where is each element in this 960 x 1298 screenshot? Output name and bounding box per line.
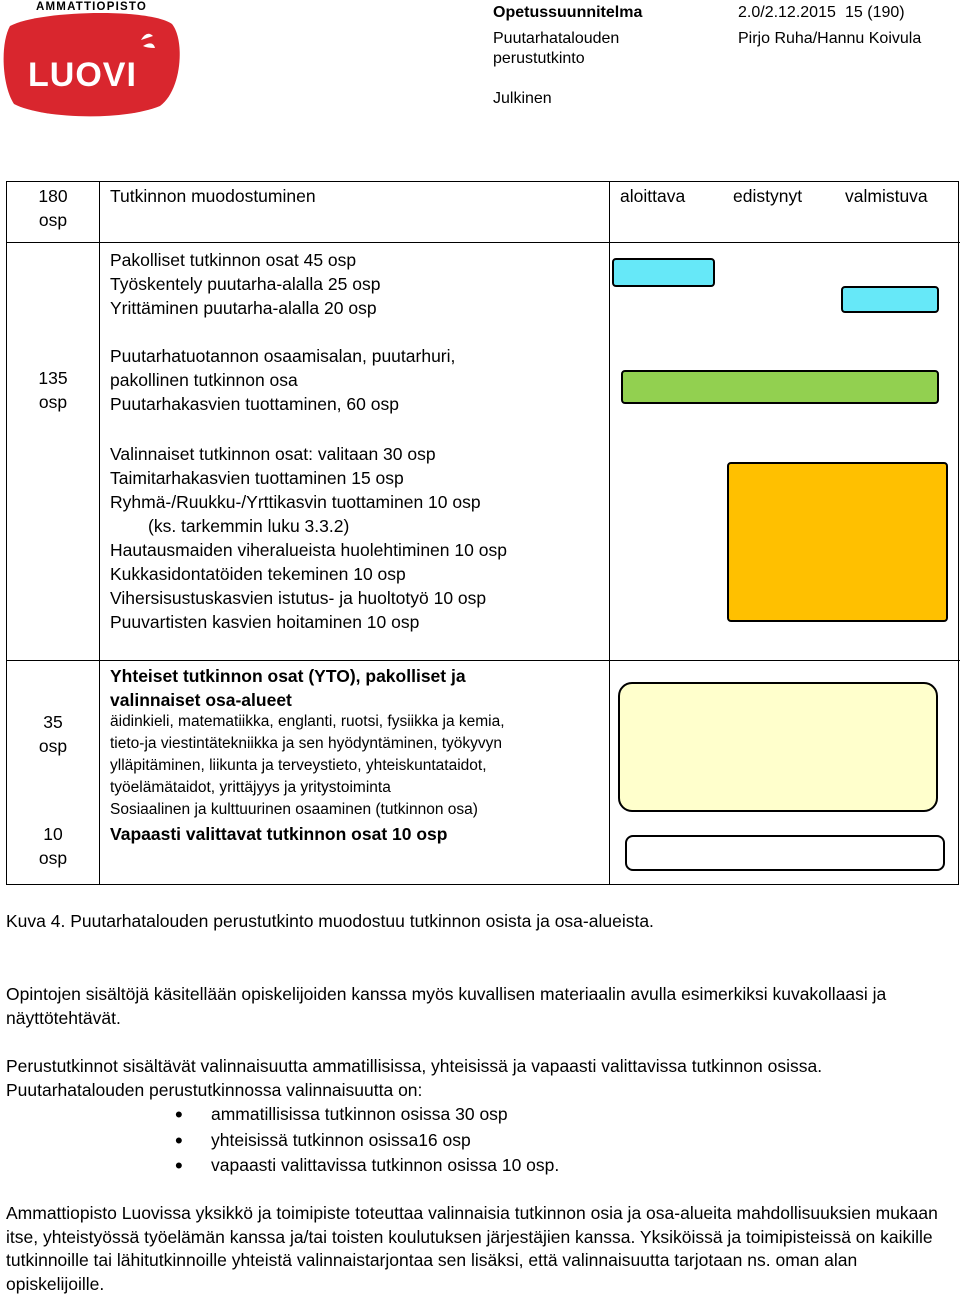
list-item: • ammatillisissa tutkinnon osissa 30 osp <box>175 1102 559 1128</box>
section1-credits: 135 osp <box>38 368 68 412</box>
subject-line-1: Puutarhatalouden <box>493 30 620 47</box>
section2-credits: 35 osp <box>38 712 68 756</box>
block-mandatory: Pakolliset tutkinnon osat 45 osp Työskentely puutarha-alalla 25 osp Yrittäminen puutarha-alalla 20 osp <box>110 250 381 318</box>
yto-subjects: äidinkieli, matematiikka, englanti, ruotsi, fysiikka ja kemia, tieto-ja viestintätekniikka ja sen hyödyntäminen, työkyvyn ylläpitäminen, liikunta ja terveystieto, yhteiskuntataidot, työelämätaidot, yrittäjyys ja yritystoiminta Sosiaalinen ja kulttuurinen osaaminen (tutkinnon osa) <box>110 713 505 818</box>
visibility-label: Julkinen <box>493 90 552 107</box>
table-title: Tutkinnon muodostuminen <box>110 186 316 206</box>
doc-type: Opetussuunnitelma <box>493 4 643 21</box>
paragraph-1: Opintojen sisältöjä käsitellään opiskelijoiden kanssa myös kuvallisen materiaalin avulla esimerkiksi kuvakollaasi ja näyttötehtävät. <box>6 984 887 1028</box>
block-specialization: Puutarhatuotannon osaamisalan, puutarhuri, pakollinen tutkinnon osa Puutarhakasvien tuottaminen, 60 osp <box>110 346 456 414</box>
bar-yto-cream <box>618 682 938 812</box>
bar-entrepreneur-cyan <box>841 286 939 313</box>
level-valmistuva: valmistuva <box>845 186 928 206</box>
page-number: 15 (190) <box>845 4 905 21</box>
bar-work-cyan <box>612 258 715 287</box>
block-optional: Valinnaiset tutkinnon osat: valitaan 30 osp Taimitarhakasvien tuottaminen 15 osp Ryhmä-/Ruukku-/Yrttikasvin tuottaminen 10 osp (ks. tarkemmin luku 3.3.2) Hautausmaiden viheralueista huolehtiminen 10 osp Kukkasidontatöiden tekeminen 10 osp Vihersisustuskasvien istutus- ja huoltotyö 10 osp Puuvartisten kasvien hoitaminen 10 osp <box>110 444 507 632</box>
level-edistynyt: edistynyt <box>733 186 803 206</box>
total-credits: 180 osp <box>38 186 68 230</box>
table-row-divider-2 <box>7 660 960 661</box>
doc-version: 2.0/2.12.2015 <box>738 4 836 21</box>
brand-small-text: AMMATTIOPISTO <box>36 1 148 13</box>
degree-structure-table <box>6 181 959 885</box>
bar-optional-orange <box>727 462 948 622</box>
list-item: • yhteisissä tutkinnon osissa16 osp <box>175 1128 559 1154</box>
luovi-logo <box>0 0 190 130</box>
section3-credits: 10 osp <box>38 824 68 868</box>
yto-title: Yhteiset tutkinnon osat (YTO), pakolliset ja valinnaiset osa-alueet <box>110 666 466 710</box>
figure-caption: Kuva 4. Puutarhatalouden perustutkinto muodostuu tutkinnon osista ja osa-alueista. <box>6 911 654 931</box>
table-col-divider-1 <box>99 182 100 884</box>
level-aloittava: aloittava <box>620 186 686 206</box>
free-choice-title: Vapaasti valittavat tutkinnon osat 10 osp <box>110 824 448 844</box>
subject-line-2: perustutkinto <box>493 50 585 67</box>
paragraph-2: Perustutkinnot sisältävät valinnaisuutta ammatillisissa, yhteisissä ja vapaasti valittavissa tutkinnon osissa. Puutarhatalouden perustutkinnossa valinnaisuutta on: <box>6 1056 823 1100</box>
table-col-divider-2 <box>609 182 610 884</box>
logo-luovi-text: LUOVI <box>28 56 137 94</box>
paragraph-3: Ammattiopisto Luovissa yksikkö ja toimipiste toteuttaa valinnaisia tutkinnon osia ja osa-alueita mahdollisuuksien mukaan itse, yhteistyössä työelämän kanssa ja/tai toisten koulutuksen järjestäjien kanssa. Yksiköissä ja toimipisteissä on kaikille tutkinnoille tai lähitutkinnoille yhteistä valinnaistarjontaa sen lisäksi, että valinnaisuutta tarjotaan ns. oman alan opiskelijoille. <box>6 1203 938 1294</box>
authors: Pirjo Ruha/Hannu Koivula <box>738 30 922 47</box>
bar-free-white <box>625 835 945 871</box>
bar-production-green <box>621 370 939 404</box>
optionality-list <box>175 1102 559 1179</box>
list-item: • vapaasti valittavissa tutkinnon osissa 10 osp. <box>175 1153 559 1179</box>
table-row-divider-1 <box>7 242 960 243</box>
